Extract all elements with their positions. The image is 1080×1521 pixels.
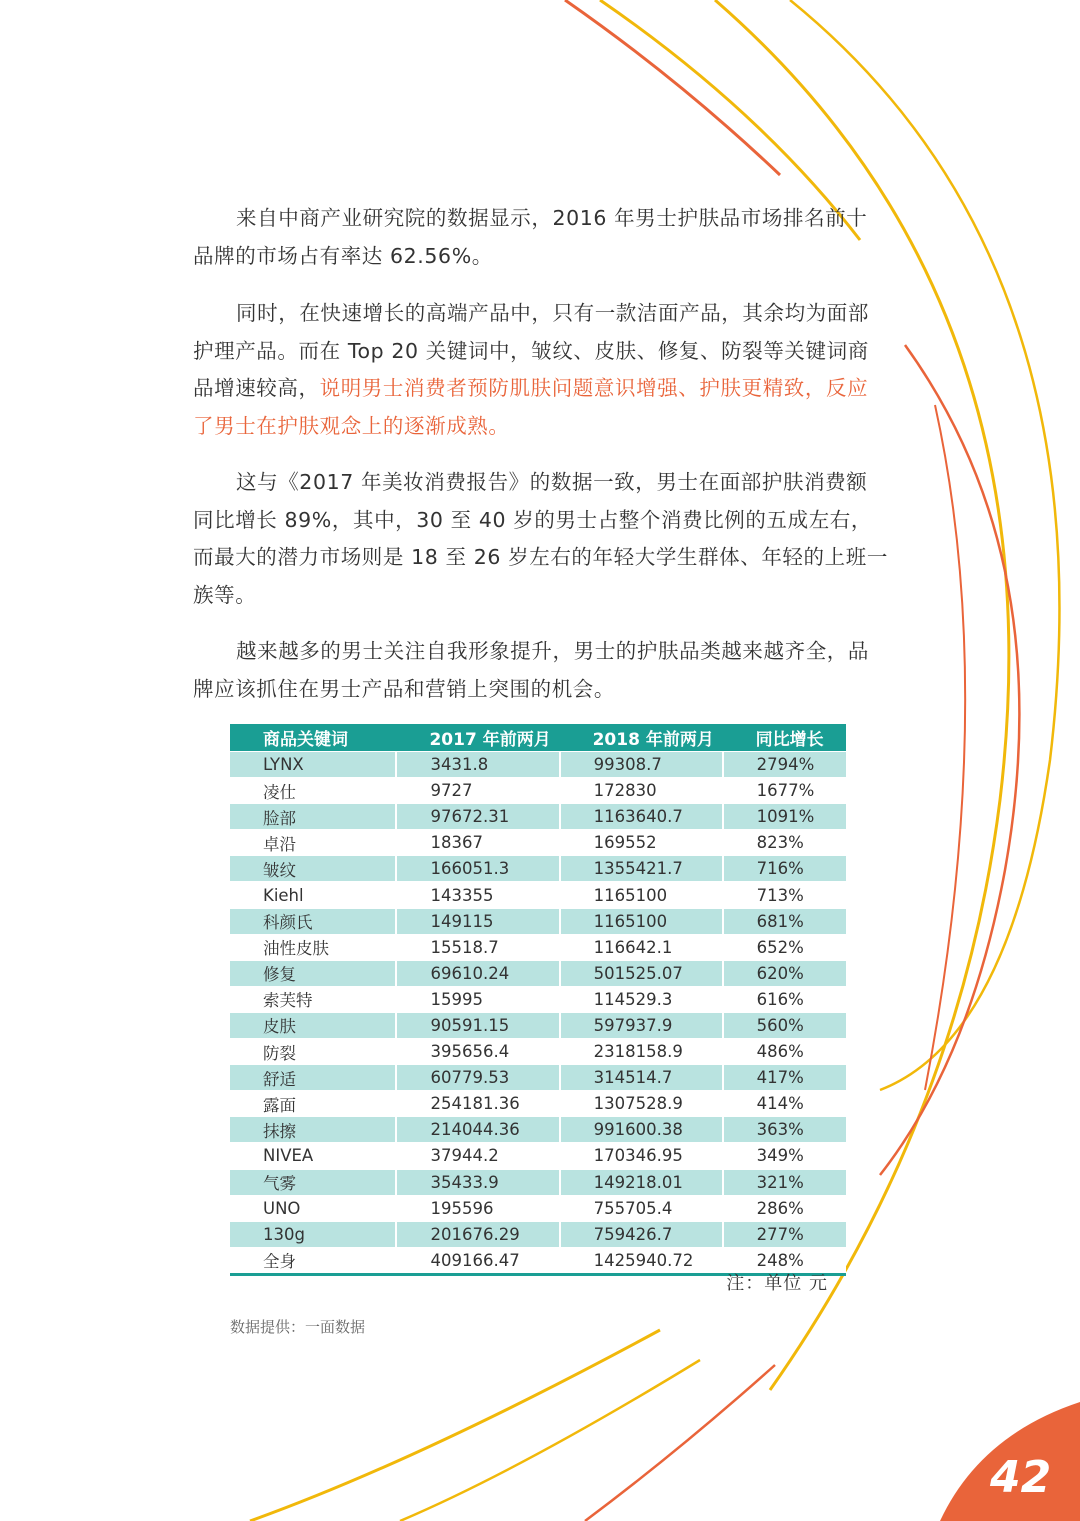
table-cell: 597937.9 — [560, 1012, 723, 1038]
table-row — [230, 1169, 846, 1195]
table-cell: 314514.7 — [560, 1065, 723, 1091]
table-cell: 248% — [723, 1247, 846, 1274]
paragraph-3: 这与《2017 年美妆消费报告》的数据一致，男士在面部护肤消费额同比增长 89%，其中，30 至 40 岁的男士占整个消费比例的五成左右，而最大的潜力市场则是 18 至 26 岁左右的年轻大学生群体、年轻的上班一族等。 — [193, 470, 888, 607]
table-cell: 149218.01 — [560, 1169, 723, 1195]
table-cell: 1355421.7 — [560, 856, 723, 882]
table-cell: 15995 — [396, 986, 559, 1012]
table-row — [230, 830, 846, 856]
table-cell: 254181.36 — [396, 1091, 559, 1117]
table-cell: 130g — [230, 1221, 396, 1247]
unit-note: 注：单位 元 — [726, 1273, 828, 1294]
table-cell: UNO — [230, 1195, 396, 1221]
table-cell: 3431.8 — [396, 752, 559, 778]
table-row — [230, 804, 846, 830]
table-cell: 172830 — [560, 778, 723, 804]
table-cell: 凌仕 — [230, 778, 396, 804]
table-row — [230, 1012, 846, 1038]
table-cell: 修复 — [230, 960, 396, 986]
table-cell: 395656.4 — [396, 1039, 559, 1065]
table-cell: 科颜氏 — [230, 908, 396, 934]
table-cell: 60779.53 — [396, 1065, 559, 1091]
header-keyword: 商品关键词 — [230, 724, 396, 752]
table-row — [230, 1195, 846, 1221]
table-cell: 277% — [723, 1221, 846, 1247]
table-cell: 抹擦 — [230, 1117, 396, 1143]
table-cell: 1163640.7 — [560, 804, 723, 830]
table-cell: 皱纹 — [230, 856, 396, 882]
table-cell: 169552 — [560, 830, 723, 856]
table-cell: 2794% — [723, 752, 846, 778]
table-row — [230, 1065, 846, 1091]
table-cell: 170346.95 — [560, 1143, 723, 1169]
table-cell: 201676.29 — [396, 1221, 559, 1247]
table-cell: 409166.47 — [396, 1247, 559, 1274]
header-2017: 2017 年前两月 — [396, 724, 559, 752]
table-cell: 15518.7 — [396, 934, 559, 960]
table-cell: 486% — [723, 1039, 846, 1065]
table-cell: 116642.1 — [560, 934, 723, 960]
table-cell: 90591.15 — [396, 1012, 559, 1038]
table-cell: 1091% — [723, 804, 846, 830]
table-row — [230, 960, 846, 986]
table-cell: 1165100 — [560, 882, 723, 908]
highlighted-text: 说明男士消费者预防肌肤问题意识增强、护肤更精致，反应了男士在护肤观念上的逐渐成熟。 — [193, 376, 869, 438]
table-cell: 1307528.9 — [560, 1091, 723, 1117]
table-cell: 舒适 — [230, 1065, 396, 1091]
table-cell: 69610.24 — [396, 960, 559, 986]
table-cell: 286% — [723, 1195, 846, 1221]
table-cell: 414% — [723, 1091, 846, 1117]
table-cell: 501525.07 — [560, 960, 723, 986]
table-cell: 195596 — [396, 1195, 559, 1221]
table-cell: 616% — [723, 986, 846, 1012]
table-cell: 143355 — [396, 882, 559, 908]
data-source: 数据提供：一面数据 — [230, 1318, 366, 1336]
table-cell: 97672.31 — [396, 804, 559, 830]
table-cell: 卓沿 — [230, 830, 396, 856]
table-cell: 560% — [723, 1012, 846, 1038]
table-row — [230, 1117, 846, 1143]
table-cell: 166051.3 — [396, 856, 559, 882]
table-cell: 脸部 — [230, 804, 396, 830]
table-cell: 1165100 — [560, 908, 723, 934]
table-cell: 索芙特 — [230, 986, 396, 1012]
table-cell: 716% — [723, 856, 846, 882]
table-body — [230, 752, 846, 1275]
table-cell: 321% — [723, 1169, 846, 1195]
table-row — [230, 1091, 846, 1117]
header-growth: 同比增长 — [723, 724, 846, 752]
table-cell: 620% — [723, 960, 846, 986]
table-cell: 713% — [723, 882, 846, 908]
table-cell: NIVEA — [230, 1143, 396, 1169]
page-number: 42 — [990, 1452, 1052, 1503]
table-cell: 全身 — [230, 1247, 396, 1274]
header-2018: 2018 年前两月 — [560, 724, 723, 752]
table-cell: 652% — [723, 934, 846, 960]
table-cell: Kiehl — [230, 882, 396, 908]
table-row — [230, 1039, 846, 1065]
table-cell: 1425940.72 — [560, 1247, 723, 1274]
paragraph-1: 来自中商产业研究院的数据显示，2016 年男士护肤品市场排名前十品牌的市场占有率达 62.56%。 — [193, 206, 868, 268]
table-cell: 露面 — [230, 1091, 396, 1117]
table-cell: 349% — [723, 1143, 846, 1169]
table-row — [230, 934, 846, 960]
table-cell: 363% — [723, 1117, 846, 1143]
table-cell: 755705.4 — [560, 1195, 723, 1221]
table-row — [230, 752, 846, 778]
table-cell: 823% — [723, 830, 846, 856]
table-row — [230, 1221, 846, 1247]
table-header-row — [230, 724, 846, 752]
table-cell: 18367 — [396, 830, 559, 856]
table-cell: 149115 — [396, 908, 559, 934]
table-cell: 气雾 — [230, 1169, 396, 1195]
table-row — [230, 856, 846, 882]
table-row — [230, 908, 846, 934]
table-cell: 皮肤 — [230, 1012, 396, 1038]
table-cell: 114529.3 — [560, 986, 723, 1012]
table-cell: 759426.7 — [560, 1221, 723, 1247]
paragraph-2: 同时，在快速增长的高端产品中，只有一款洁面产品，其余均为面部护理产品。而在 Top 20 关键词中，皱纹、皮肤、修复、防裂等关键词商品增速较高，说明男士消费者预防肌肤问题意识增强、护肤更精致，反应了男士在护肤观念上的逐渐成熟。 — [193, 301, 869, 438]
table-cell: 214044.36 — [396, 1117, 559, 1143]
table-cell: 2318158.9 — [560, 1039, 723, 1065]
table-row — [230, 778, 846, 804]
table-cell: 油性皮肤 — [230, 934, 396, 960]
table-cell: 9727 — [396, 778, 559, 804]
table-cell: 417% — [723, 1065, 846, 1091]
table-cell: 991600.38 — [560, 1117, 723, 1143]
table-cell: 99308.7 — [560, 752, 723, 778]
table-row — [230, 1143, 846, 1169]
table-cell: LYNX — [230, 752, 396, 778]
paragraph-4: 越来越多的男士关注自我形象提升，男士的护肤品类越来越齐全，品牌应该抓住在男士产品和营销上突围的机会。 — [193, 639, 869, 701]
table-cell: 35433.9 — [396, 1169, 559, 1195]
table-row — [230, 986, 846, 1012]
table-cell: 681% — [723, 908, 846, 934]
table-cell: 1677% — [723, 778, 846, 804]
keyword-growth-table — [230, 724, 846, 1276]
table-cell: 37944.2 — [396, 1143, 559, 1169]
table-cell: 防裂 — [230, 1039, 396, 1065]
table-row — [230, 882, 846, 908]
